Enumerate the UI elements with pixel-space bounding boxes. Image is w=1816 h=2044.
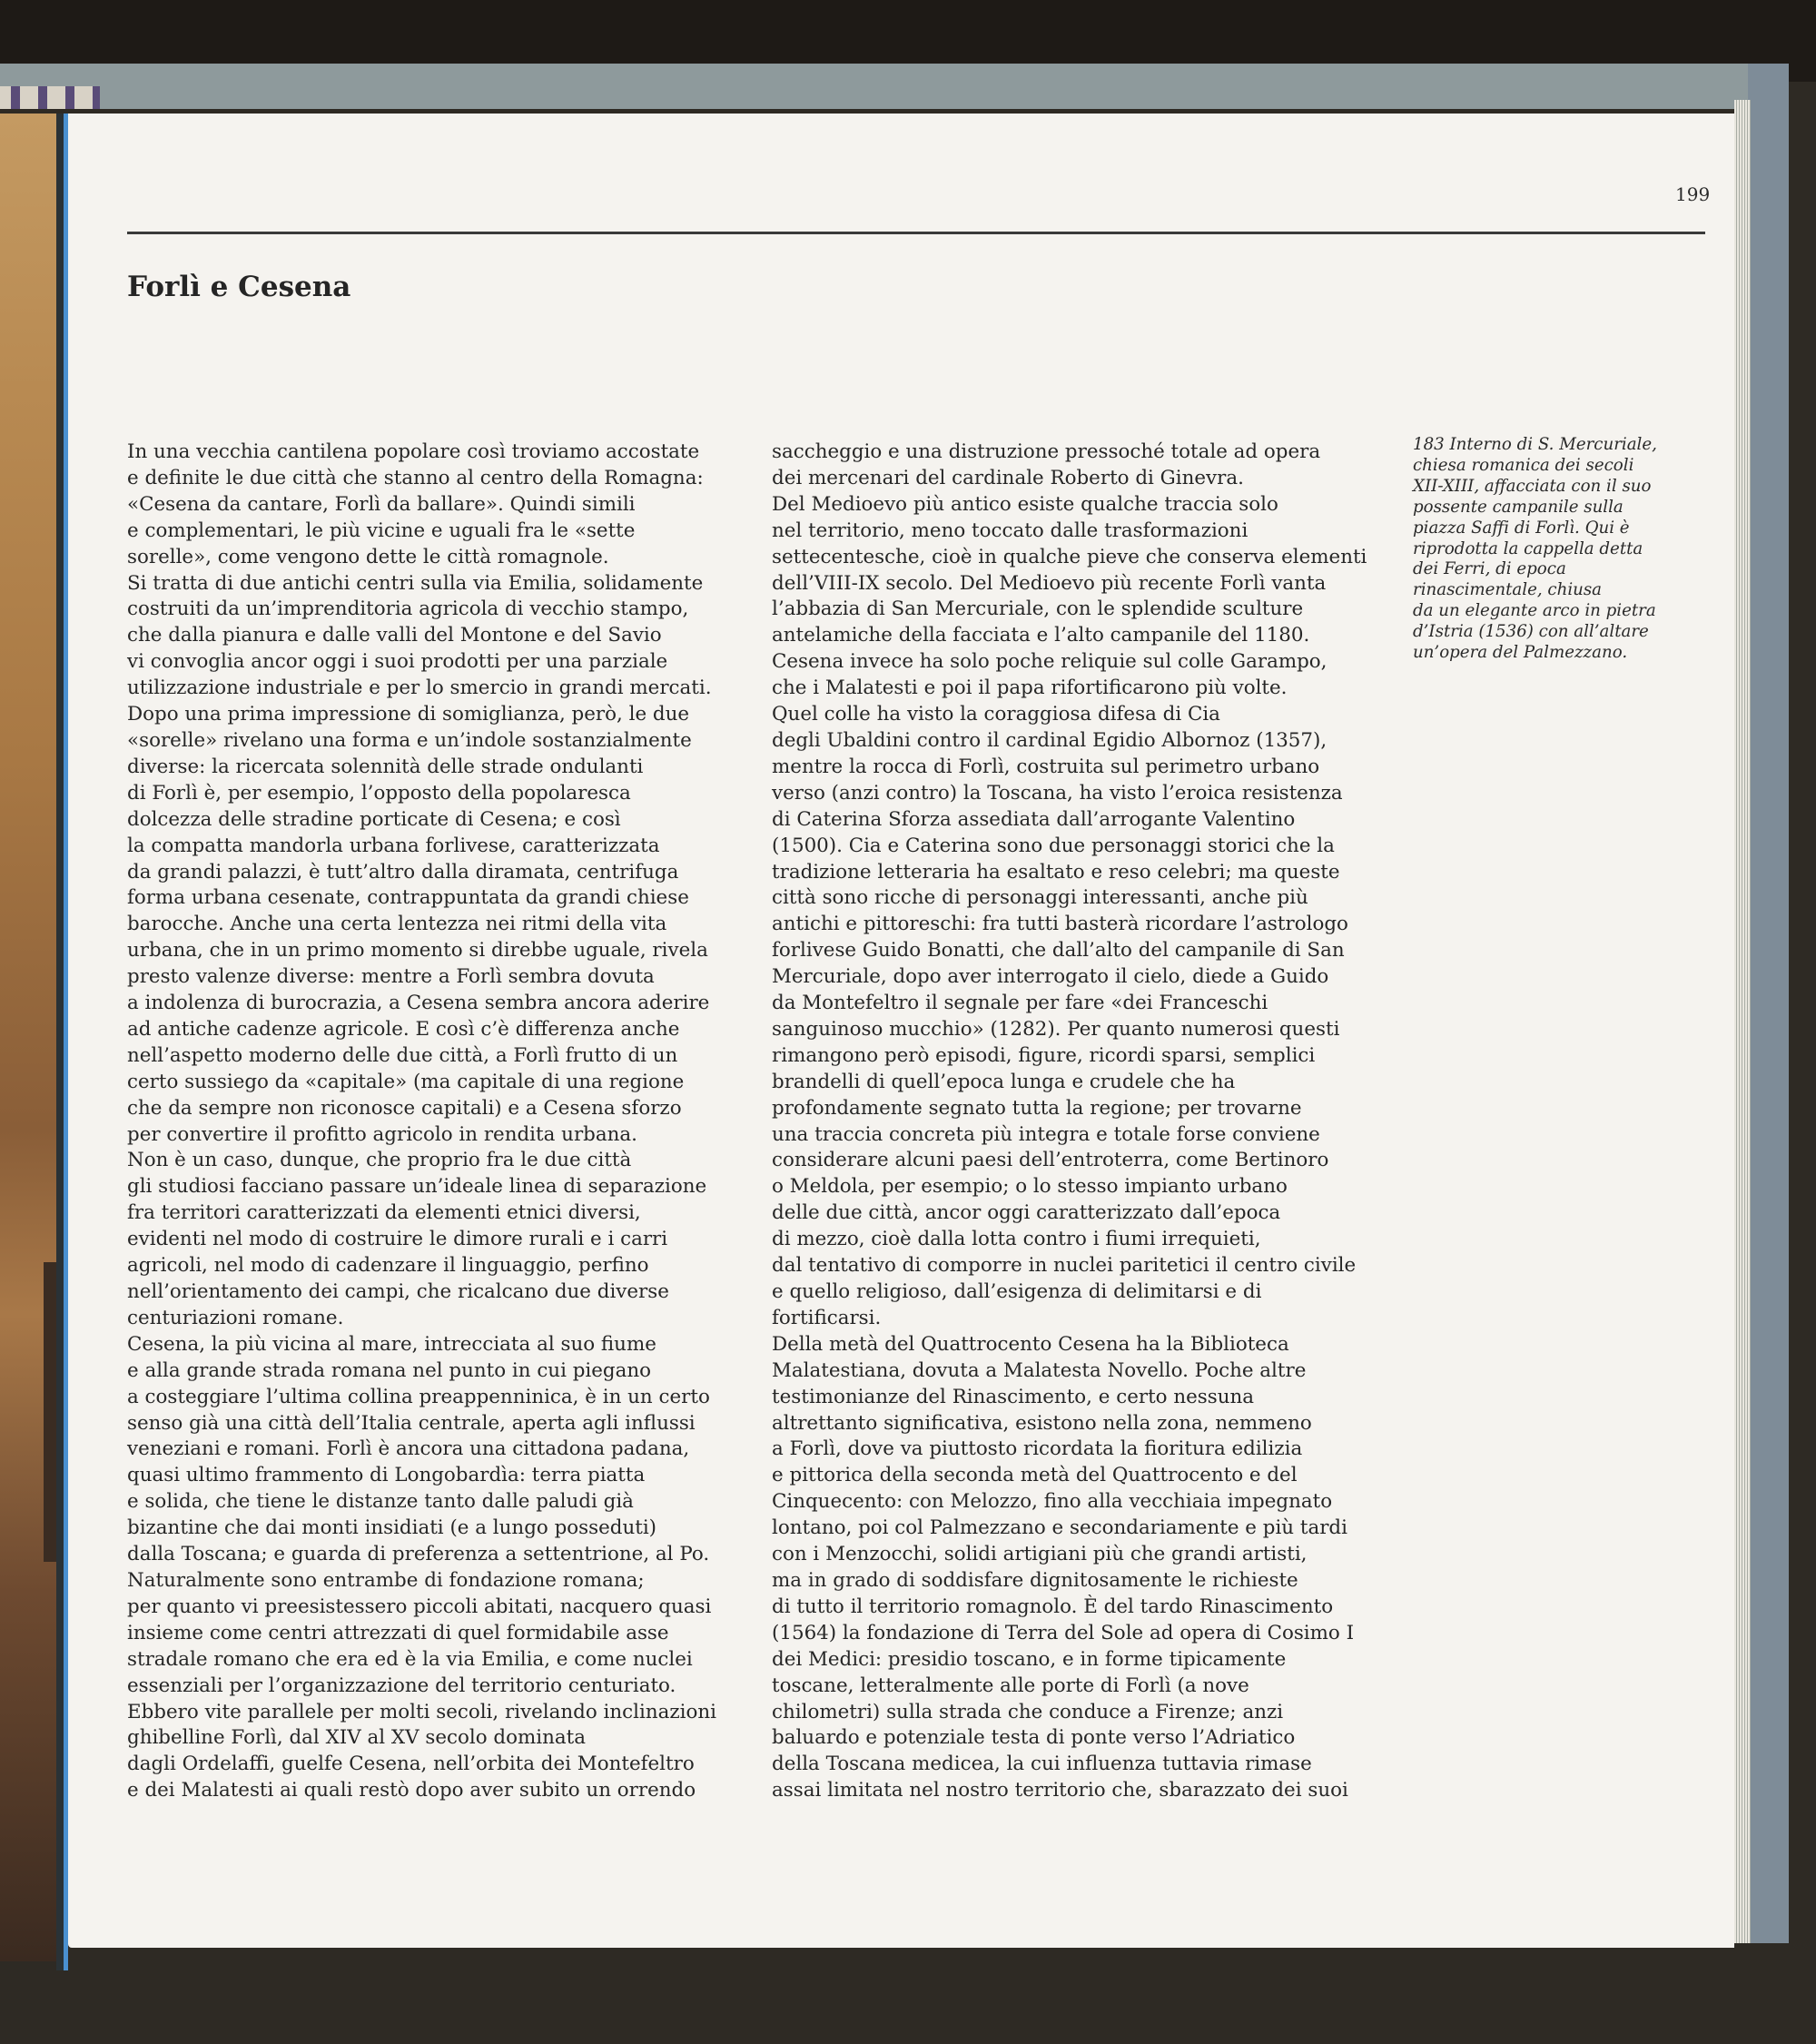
text-line: (1564) la fondazione di Terra del Sole ad opera di Cosimo I (772, 1621, 1355, 1644)
text-line: Si tratta di due antichi centri sulla via Emilia, solidamente (127, 571, 704, 595)
text-line: a costeggiare l’ultima collina preappenninica, è in un certo (127, 1385, 710, 1408)
text-line: e definite le due città che stanno al centro della Romagna: (127, 466, 704, 489)
text-line: possente campanile sulla (1413, 497, 1624, 517)
text-line: Dopo una prima impressione di somiglianza, però, le due (127, 703, 690, 726)
text-line: dei mercenari del cardinale Roberto di Ginevra. (772, 466, 1244, 489)
text-line: che dalla pianura e dalle valli del Montone e del Savio (127, 624, 662, 647)
text-line: bizantine che dai monti insidiati (e a lungo posseduti) (127, 1516, 656, 1540)
text-line: a Forlì, dove va piuttosto ricordata la fioritura edilizia (772, 1437, 1303, 1461)
chapter-title: Forlì e Cesena (127, 271, 351, 303)
text-line: fortificarsi. (772, 1306, 882, 1329)
text-line: utilizzazione industriale e per lo smercio in grandi mercati. (127, 676, 712, 700)
text-line: e complementari, le più vicine e uguali fra le «sette (127, 518, 636, 542)
text-line: agricoli, nel modo di cadenzare il linguaggio, perfino (127, 1254, 649, 1278)
text-line: dolcezza delle stradine porticate di Cesena; e così (127, 807, 621, 831)
text-line: evidenti nel modo di costruire le dimore rurali e i carri (127, 1228, 668, 1251)
text-line: o Meldola, per esempio; o lo stesso impianto urbano (772, 1175, 1288, 1199)
text-line: nell’orientamento dei campi, che ricalcano due diverse (127, 1280, 669, 1303)
text-line: stradale romano che era ed è la via Emilia, e come nuclei (127, 1647, 693, 1671)
text-line: Mercuriale, dopo aver interrogato il cielo, diede a Guido (772, 965, 1329, 989)
book-cover-top-edge (0, 64, 1780, 109)
text-line: con i Menzocchi, solidi artigiani più che grandi artisti, (772, 1543, 1308, 1566)
text-line: saccheggio e una distruzione pressoché totale ad opera (772, 440, 1321, 463)
text-line: certo sussiego da «capitale» (ma capitale di una regione (127, 1070, 685, 1093)
text-line: sanguinoso mucchio» (1282). Per quanto numerosi questi (772, 1017, 1340, 1041)
text-line: degli Ubaldini contro il cardinal Egidio Albornoz (1357), (772, 728, 1327, 752)
text-line: dagli Ordelaffi, guelfe Cesena, nell’orbita dei Montefeltro (127, 1753, 695, 1776)
text-line: Cinquecento: con Melozzo, fino alla vecchiaia impegnato (772, 1490, 1333, 1514)
text-line: ad antiche cadenze agricole. E così c’è differenza anche (127, 1017, 680, 1041)
text-line: antichi e pittoreschi: fra tutti basterà ricordare l’astrologo (772, 913, 1348, 936)
text-line: 183 Interno di S. Mercuriale, (1413, 435, 1657, 454)
text-line: altrettanto significativa, esistono nella zona, nemmeno (772, 1411, 1312, 1435)
text-line: per quanto vi preesistessero piccoli abitati, nacquero quasi (127, 1595, 712, 1618)
text-line: senso già una città dell’Italia centrale, aperta agli influssi (127, 1411, 696, 1435)
text-line: sorelle», come vengono dette le città romagnole. (127, 545, 609, 568)
text-line: rimangono però episodi, figure, ricordi sparsi, semplici (772, 1043, 1316, 1067)
text-line: fra territori caratterizzati da elementi etnici diversi, (127, 1201, 641, 1225)
text-line: e quello religioso, dall’esigenza di delimitarsi e di (772, 1280, 1262, 1303)
text-line: di Forlì è, per esempio, l’opposto della popolaresca (127, 781, 631, 805)
figure-caption (1413, 435, 1703, 664)
page-number: 199 (1675, 183, 1711, 205)
text-line: la compatta mandorla urbana forlivese, caratterizzata (127, 834, 660, 857)
text-line: dei Medici: presidio toscano, e in forme tipicamente (772, 1647, 1287, 1671)
text-line: urbana, che in un primo momento si direbbe uguale, rivela (127, 939, 708, 963)
text-line: da Montefeltro il segnale per fare «dei Franceschi (772, 992, 1268, 1015)
text-column-2 (772, 439, 1389, 1804)
text-line: tradizione letteraria ha esaltato e reso celebri; ma queste (772, 860, 1340, 884)
text-line: (1500). Cia e Caterina sono due personaggi storici che la (772, 834, 1335, 857)
text-line: XII-XIII, affacciata con il suo (1413, 476, 1652, 496)
text-line: e dei Malatesti ai quali restò dopo aver subito un orrendo (127, 1779, 696, 1802)
book-headband (0, 86, 100, 109)
text-line: costruiti da un’imprenditoria agricola di vecchio stampo, (127, 597, 689, 621)
text-line: città sono ricche di personaggi interessanti, anche più (772, 886, 1308, 910)
text-line: Della metà del Quattrocento Cesena ha la Biblioteca (772, 1332, 1289, 1356)
text-line: «Cesena da cantare, Forlì da ballare». Quindi simili (127, 492, 636, 516)
text-line: di mezzo, cioè dalla lotta contro i fiumi irrequieti, (772, 1228, 1261, 1251)
text-line: dell’VIII-IX secolo. Del Medioevo più recente Forlì vanta (772, 571, 1327, 595)
text-line: della Toscana medicea, la cui influenza tuttavia rimase (772, 1753, 1312, 1776)
text-line: a indolenza di burocrazia, a Cesena sembra ancora aderire (127, 992, 710, 1015)
text-line: veneziani e romani. Forlì è ancora una cittadona padana, (127, 1437, 690, 1461)
text-line: Non è un caso, dunque, che proprio fra le due città (127, 1149, 632, 1172)
text-line: barocche. Anche una certa lentezza nei ritmi della vita (127, 913, 667, 936)
text-line: una traccia concreta più integra e totale forse conviene (772, 1122, 1320, 1146)
text-line: gli studiosi facciano passare un’ideale linea di separazione (127, 1175, 707, 1199)
text-line: un’opera del Palmezzano. (1413, 643, 1628, 663)
text-line: nell’aspetto moderno delle due città, a Forlì frutto di un (127, 1043, 678, 1067)
text-line: considerare alcuni paesi dell’entroterra, come Bertinoro (772, 1149, 1329, 1172)
text-line: Quel colle ha visto la coraggiosa difesa di Cia (772, 703, 1220, 726)
text-line: insieme come centri attrezzati di quel formidabile asse (127, 1621, 669, 1644)
text-line: chiesa romanica dei secoli (1413, 455, 1634, 475)
text-line: da un elegante arco in pietra (1413, 601, 1656, 621)
text-line: verso (anzi contro) la Toscana, ha visto l’eroica resistenza (772, 781, 1343, 805)
text-line: riprodotta la cappella detta (1413, 538, 1643, 558)
text-line: Cesena invece ha solo poche reliquie sul colle Garampo, (772, 650, 1327, 674)
text-line: mentre la rocca di Forlì, costruita sul perimetro urbano (772, 755, 1320, 778)
text-line: Del Medioevo più antico esiste qualche traccia solo (772, 492, 1278, 516)
text-line: che i Malatesti e poi il papa rifortificarono più volte. (772, 676, 1288, 700)
text-line: assai limitata nel nostro territorio che, sbarazzato dei suoi (772, 1779, 1348, 1802)
text-line: «sorelle» rivelano una forma e un’indole sostanzialmente (127, 728, 692, 752)
text-line: Naturalmente sono entrambe di fondazione romana; (127, 1568, 645, 1592)
text-line: da grandi palazzi, è tutt’altro dalla diramata, centrifuga (127, 860, 679, 884)
text-line: l’abbazia di San Mercuriale, con le splendide sculture (772, 597, 1304, 621)
text-line: chilometri) sulla strada che conduce a Firenze; anzi (772, 1700, 1284, 1723)
text-line: antelamiche della facciata e l’alto campanile del 1180. (772, 624, 1310, 647)
text-line: forlivese Guido Bonatti, che dall’alto del campanile di San (772, 939, 1345, 963)
text-line: di tutto il territorio romagnolo. È del tardo Rinascimento (772, 1595, 1334, 1618)
text-line: per convertire il profitto agricolo in rendita urbana. (127, 1122, 637, 1146)
text-line: Malatestiana, dovuta a Malatesta Novello. Poche altre (772, 1358, 1307, 1382)
text-line: brandelli di quell’epoca lunga e crudele che ha (772, 1070, 1236, 1093)
text-line: essenziali per l’organizzazione del territorio centuriato. (127, 1674, 676, 1697)
text-line: ma in grado di soddisfare dignitosamente le richieste (772, 1568, 1298, 1592)
text-line: quasi ultimo frammento di Longobardìa: terra piatta (127, 1464, 646, 1487)
text-line: d’Istria (1536) con all’altare (1413, 622, 1649, 642)
text-line: Ebbero vite parallele per molti secoli, rivelando inclinazioni (127, 1700, 716, 1723)
book-cover-right-edge (1748, 64, 1789, 1943)
header-rule (127, 232, 1705, 234)
text-line: baluardo e potenziale testa di ponte verso l’Adriatico (772, 1726, 1296, 1750)
text-line: presto valenze diverse: mentre a Forlì sembra dovuta (127, 965, 655, 989)
page-edges (1734, 100, 1751, 1943)
text-line: vi convoglia ancor oggi i suoi prodotti per una parziale (127, 650, 668, 674)
text-line: nel territorio, meno toccato dalle trasformazioni (772, 518, 1248, 542)
text-line: e alla grande strada romana nel punto in cui piegano (127, 1358, 652, 1382)
text-line: rinascimentale, chiusa (1413, 580, 1603, 600)
text-line: toscane, letteralmente alle porte di Forlì (a nove (772, 1674, 1249, 1697)
text-line: lontano, poi col Palmezzano e secondariamente e più tardi (772, 1516, 1347, 1540)
text-line: piazza Saffi di Forlì. Qui è (1413, 518, 1630, 538)
text-line: dei Ferri, di epoca (1413, 559, 1566, 579)
text-line: profondamente segnato tutta la regione; per trovarne (772, 1096, 1302, 1120)
text-line: settecentesche, cioè in qualche pieve che conserva elementi (772, 545, 1367, 568)
text-line: dal tentativo di comporre in nuclei paritetici il centro civile (772, 1254, 1357, 1278)
text-line: e solida, che tiene le distanze tanto dalle paludi già (127, 1490, 634, 1514)
text-line: forma urbana cesenate, contrappuntata da grandi chiese (127, 886, 689, 910)
text-column-1 (127, 439, 754, 1804)
text-line: testimonianze del Rinascimento, e certo nessuna (772, 1385, 1255, 1408)
text-line: di Caterina Sforza assediata dall’arrogante Valentino (772, 807, 1296, 831)
text-line: ghibelline Forlì, dal XIV al XV secolo dominata (127, 1726, 586, 1750)
text-line: e pittorica della seconda metà del Quattrocento e del (772, 1464, 1298, 1487)
text-line: In una vecchia cantilena popolare così troviamo accostate (127, 440, 700, 463)
text-line: che da sempre non riconosce capitali) e a Cesena sforzo (127, 1096, 682, 1120)
text-line: dalla Toscana; e guarda di preferenza a settentrione, al Po. (127, 1543, 710, 1566)
text-line: Cesena, la più vicina al mare, intrecciata al suo fiume (127, 1332, 656, 1356)
photo-shadow (44, 1262, 56, 1562)
text-line: diverse: la ricercata solennità delle strade ondulanti (127, 755, 644, 778)
facing-page-photo-edge (0, 114, 56, 1961)
text-line: centuriazioni romane. (127, 1306, 344, 1329)
text-line: delle due città, ancor oggi caratterizzato dall’epoca (772, 1201, 1281, 1225)
